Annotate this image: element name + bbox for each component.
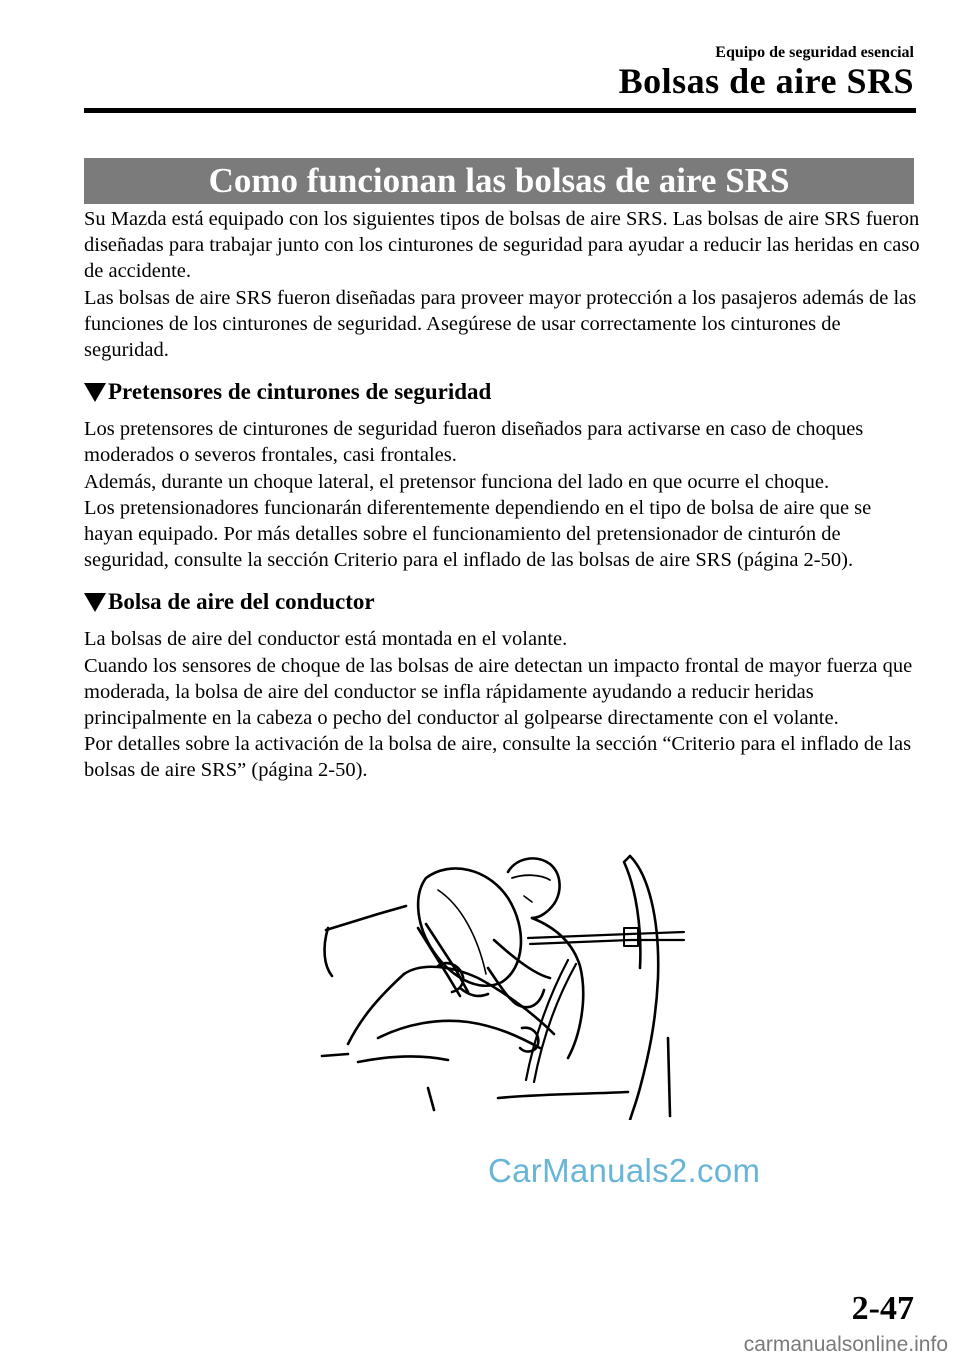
page-number: 2-47 bbox=[851, 1290, 914, 1327]
intro-paragraph-1: Su Mazda está equipado con los siguientes tipos de bolsas de aire SRS. Las bolsas de aire SRS fueron diseñadas para trabajar junto con los cinturones de seguridad para ayudar a reducir las heridas en caso de accidente. bbox=[84, 208, 920, 283]
triangle-bullet-icon bbox=[84, 593, 106, 612]
sub-heading-driver-airbag bbox=[84, 587, 920, 617]
pretensores-paragraph-1: Los pretensores de cinturones de seguridad fueron diseñados para activarse en caso de choques moderados o severos frontales, casi frontales. bbox=[84, 418, 864, 467]
pretensores-paragraph-2: Además, durante un choque lateral, el pretensor funciona del lado en que ocurre el choque. bbox=[84, 470, 830, 493]
section-banner: Como funcionan las bolsas de aire SRS bbox=[84, 158, 914, 204]
intro-paragraph-2: Las bolsas de aire SRS fueron diseñadas para proveer mayor protección a los pasajeros además de las funciones de los cinturones de seguridad. Asegúrese de usar correctamente los cinturones de seguridad. bbox=[84, 286, 917, 362]
driver-airbag-block bbox=[84, 626, 920, 783]
page-content bbox=[84, 206, 920, 790]
header-section-label: Equipo de seguridad esencial bbox=[715, 44, 914, 61]
sub-heading-label: Pretensores de cinturones de seguridad bbox=[108, 379, 492, 405]
pretensores-paragraph-3: Los pretensionadores funcionarán diferentemente dependiendo en el tipo de bolsa de aire que se hayan equipado. Por más detalles sobre el funcionamiento del pretensionador de cinturón de seguridad, consulte la sección Criterio para el inflado de las bolsas de aire SRS (página 2-50). bbox=[84, 496, 872, 572]
driver-airbag-paragraph-2: Cuando los sensores de choque de las bolsas de aire detectan un impacto frontal de mayor fuerza que moderada, la bolsa de aire del conductor se infla rápidamente ayudando a reducir heridas principalmente en la cabeza o pecho del conductor al golpearse directamente con el volante. bbox=[84, 654, 913, 730]
footer-site-link[interactable]: carmanualsonline.info bbox=[743, 1333, 948, 1356]
watermark-text: CarManuals2.com bbox=[488, 1152, 761, 1189]
sub-heading-pretensores bbox=[84, 377, 920, 407]
pretensores-block bbox=[84, 416, 920, 573]
sub-heading-label: Bolsa de aire del conductor bbox=[108, 589, 375, 615]
header-rule bbox=[84, 108, 916, 113]
driver-airbag-illustration bbox=[318, 848, 690, 1120]
driver-airbag-paragraph-3: Por detalles sobre la activación de la bolsa de aire, consulte la sección “Criterio para el inflado de las bolsas de aire SRS” (página 2-50). bbox=[84, 733, 912, 782]
intro-block bbox=[84, 206, 920, 363]
header-title: Bolsas de aire SRS bbox=[618, 61, 914, 101]
driver-airbag-paragraph-1: La bolsas de aire del conductor está montada en el volante. bbox=[84, 628, 568, 651]
triangle-bullet-icon bbox=[84, 383, 106, 402]
